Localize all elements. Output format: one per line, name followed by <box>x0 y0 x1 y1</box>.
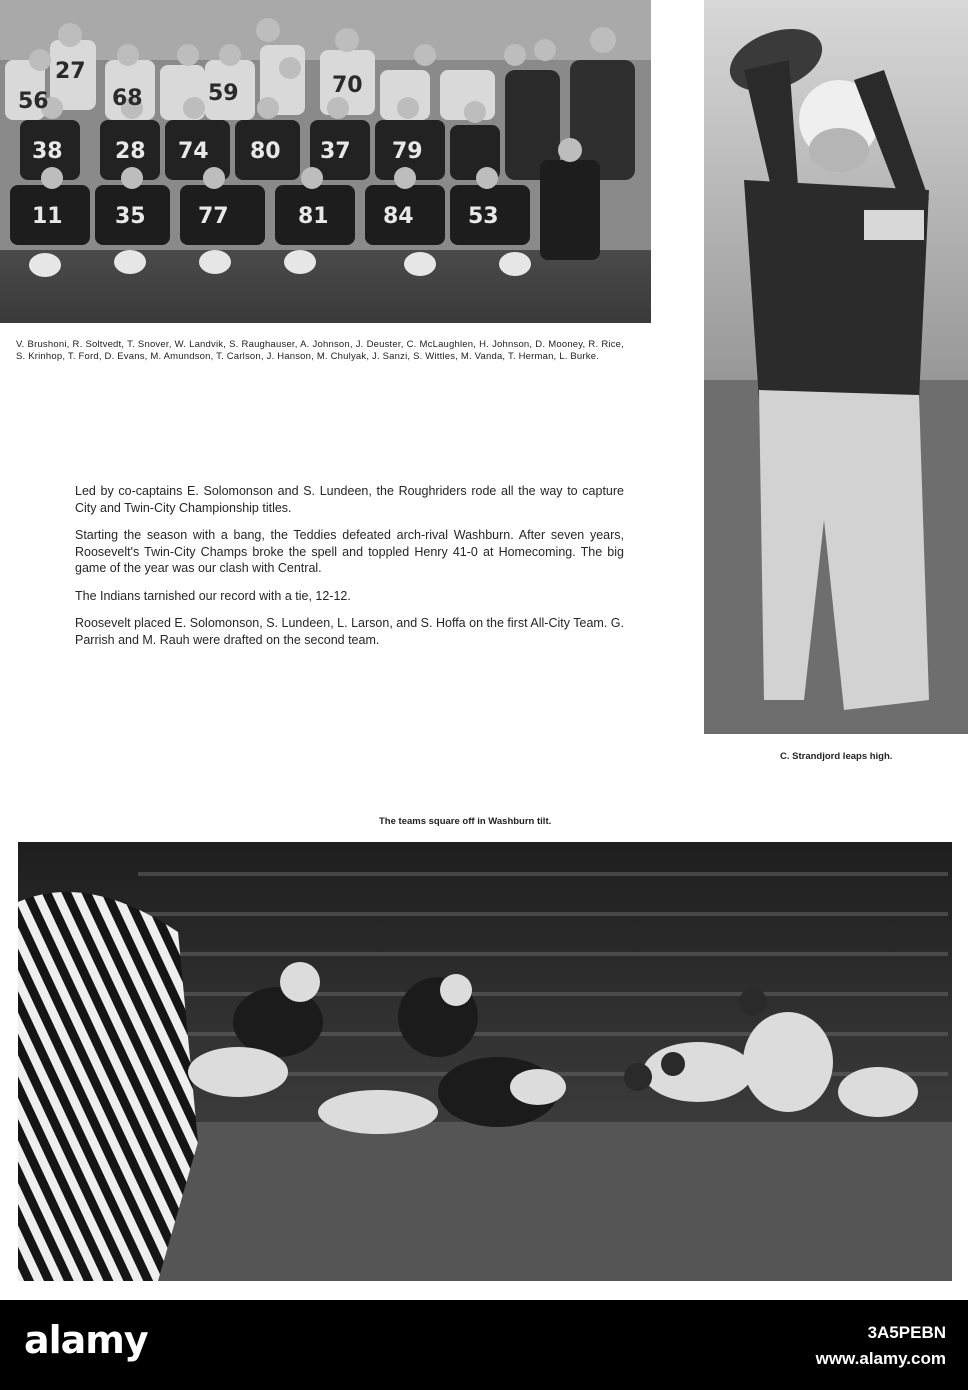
team-photo <box>0 0 651 323</box>
jersey-number: 59 <box>208 81 239 106</box>
body-paragraph: Roosevelt placed E. Solomonson, S. Lundeen, L. Larson, and S. Hoffa on the first All-City Team. G. Parrish and M. Rauh were drafted on the second team. <box>75 616 624 647</box>
jersey-number: 70 <box>332 73 363 98</box>
jersey-number: 37 <box>320 139 351 164</box>
jersey-number: 53 <box>468 204 499 229</box>
body-paragraph: The Indians tarnished our record with a tie, 12-12. <box>75 588 351 603</box>
catch-photo <box>704 0 968 734</box>
jersey-number: 74 <box>178 139 209 164</box>
jersey-number: 77 <box>198 204 229 229</box>
jersey-number: 81 <box>298 204 329 229</box>
jersey-number: 27 <box>55 59 86 84</box>
footer-url[interactable]: www.alamy.com <box>815 1349 946 1368</box>
action-photo <box>18 842 952 1281</box>
jersey-number: 38 <box>32 139 63 164</box>
alamy-logo: alamy <box>24 1318 148 1362</box>
jersey-number: 28 <box>115 139 146 164</box>
jersey-number: 68 <box>112 86 143 111</box>
catch-caption: C. Strandjord leaps high. <box>780 751 893 762</box>
body-text <box>75 483 624 659</box>
jersey-number: 11 <box>32 204 63 229</box>
jersey-number: 35 <box>115 204 146 229</box>
jersey-number: 84 <box>383 204 414 229</box>
jersey-number: 80 <box>250 139 281 164</box>
action-caption: The teams square off in Washburn tilt. <box>379 816 552 827</box>
jersey-number: 79 <box>392 139 423 164</box>
jersey-number: 56 <box>18 89 49 114</box>
body-paragraph: Starting the season with a bang, the Teddies defeated arch-rival Washburn. After seven years, Roosevelt's Twin-City Champs broke the spell and toppled Henry 41-0 at Homecoming. The big game of the year was our clash with Central. <box>75 528 624 575</box>
image-id: 3A5PEBN <box>867 1323 946 1342</box>
body-paragraph: Led by co-captains E. Solomonson and S. Lundeen, the Roughriders rode all the way to capture City and Twin-City Championship titles. <box>75 484 624 515</box>
roster-caption: V. Brushoni, R. Soltvedt, T. Snover, W. Landvik, S. Raughauser, A. Johnson, J. Deuster, C. McLaughlen, H. Johnson, D. Mooney, R. Rice, S. Krinhop, T. Ford, D. Evans, M. Amundson, T. Carlson, J. Hanson, M. Chulyak, J. Sanzi, S. Wittles, M. Vanda, T. Herman, L. Burke. <box>16 339 624 362</box>
